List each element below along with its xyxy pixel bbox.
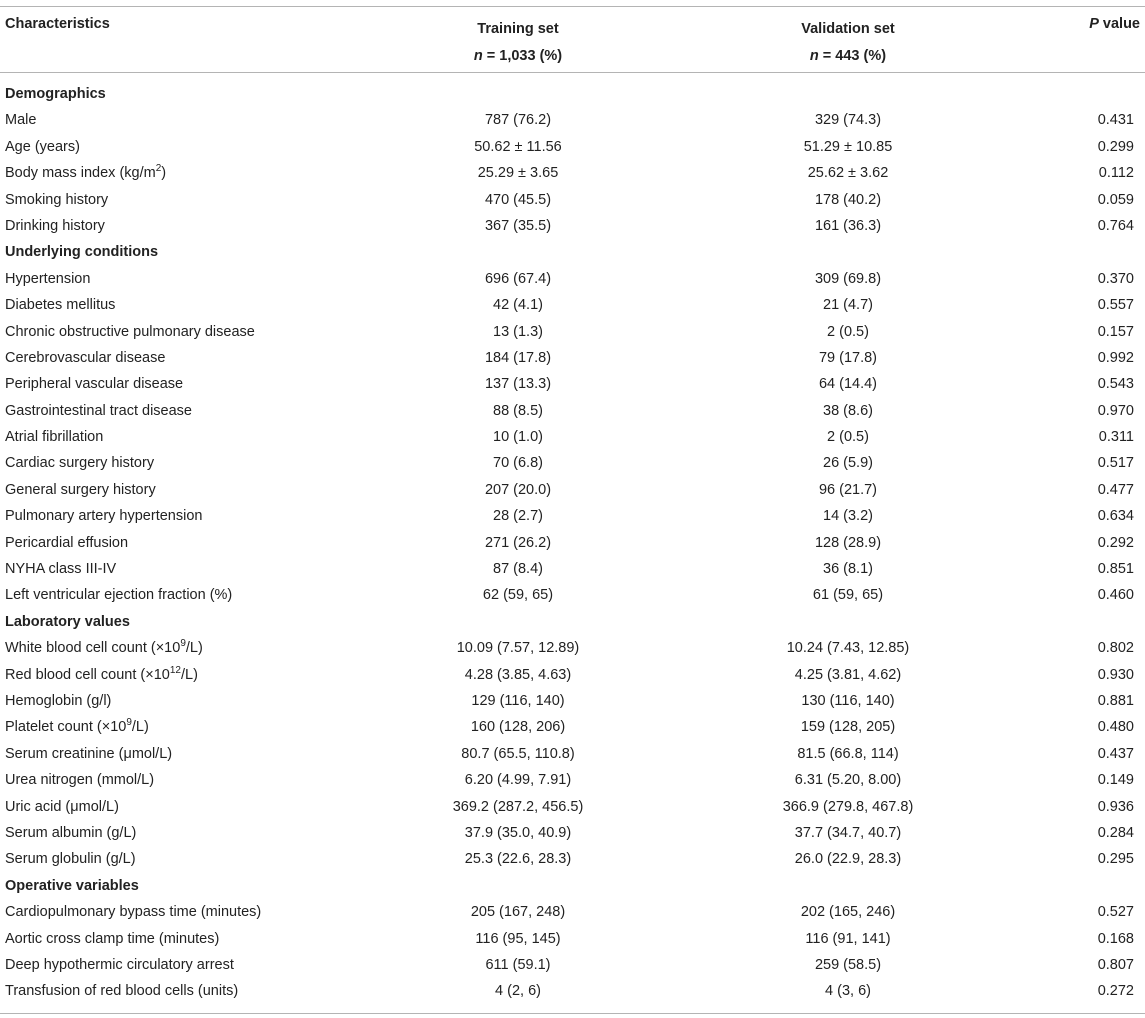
training-value: 696 (67.4) — [484, 270, 552, 287]
section-label: Operative variables — [5, 877, 139, 894]
validation-value: 2 (0.5) — [827, 323, 869, 340]
training-value: 62 (59, 65) — [482, 587, 554, 604]
p-value: 0.992 — [1097, 349, 1134, 366]
section-heading — [0, 81, 1145, 107]
p-value: 0.970 — [1097, 402, 1134, 419]
header-characteristics: Characteristics — [5, 16, 110, 32]
validation-value: 329 (74.3) — [814, 112, 882, 129]
section-heading — [0, 609, 1145, 635]
validation-value: 4 (3, 6) — [825, 983, 871, 1000]
table-row — [0, 846, 1145, 872]
validation-set-n: n = 443 (%) — [809, 48, 887, 64]
row-label: Pulmonary artery hypertension — [5, 508, 203, 525]
p-value: 0.527 — [1097, 904, 1134, 921]
table-row — [0, 292, 1145, 318]
validation-value: 178 (40.2) — [814, 191, 882, 208]
training-value: 184 (17.8) — [484, 349, 552, 366]
row-label: Diabetes mellitus — [5, 297, 116, 314]
p-value: 0.112 — [1098, 165, 1134, 182]
validation-value: 25.62 ± 3.62 — [807, 165, 889, 182]
row-label: Left ventricular ejection fraction (%) — [5, 587, 233, 604]
validation-value: 10.24 (7.43, 12.85) — [786, 640, 910, 657]
section-label: Underlying conditions — [5, 244, 159, 261]
training-value: 137 (13.3) — [484, 376, 552, 393]
table-row — [0, 582, 1145, 608]
table-header — [0, 7, 1145, 67]
row-label: Cardiac surgery history — [5, 455, 155, 472]
table-row — [0, 266, 1145, 292]
validation-value: 38 (8.6) — [823, 402, 873, 419]
row-label: Red blood cell count $(\times 10^{12}/L)$ — [5, 664, 198, 683]
table-row — [0, 107, 1145, 133]
training-set-n: n = 1,033 (%) — [473, 48, 563, 64]
p-value: 0.477 — [1097, 481, 1134, 498]
table-row — [0, 635, 1145, 661]
table-row — [0, 213, 1145, 239]
validation-value: 37.7 (34.7, 40.7) — [794, 824, 902, 841]
header-validation-set — [748, 16, 948, 70]
p-value: 0.437 — [1097, 745, 1134, 762]
validation-value: 128 (28.9) — [814, 534, 882, 551]
bottom-rule — [0, 1013, 1145, 1014]
p-value: 0.543 — [1097, 376, 1134, 393]
p-value: 0.930 — [1097, 666, 1134, 683]
validation-value: 81.5 (66.8, 114) — [797, 745, 899, 762]
training-value: 271 (26.2) — [484, 534, 552, 551]
p-value: 0.557 — [1097, 297, 1134, 314]
table-row — [0, 952, 1145, 978]
training-value: 611 (59.1) — [485, 956, 551, 973]
row-label: NYHA class III-IV — [5, 561, 117, 578]
training-value: 6.20 (4.99, 7.91) — [464, 772, 572, 789]
row-label: Serum globulin (g/L) — [5, 851, 136, 868]
table-row — [0, 794, 1145, 820]
row-label: Pericardial effusion — [5, 534, 129, 551]
row-label: Peripheral vascular disease — [5, 376, 184, 393]
table-row — [0, 530, 1145, 556]
row-label: Aortic cross clamp time (minutes) — [5, 930, 220, 947]
table-body — [0, 73, 1145, 1005]
training-value: 205 (167, 248) — [470, 904, 566, 921]
training-value: 470 (45.5) — [484, 191, 552, 208]
training-value: 4.28 (3.85, 4.63) — [464, 666, 572, 683]
table-row — [0, 978, 1145, 1004]
row-label: Male — [5, 112, 37, 129]
validation-value: 130 (116, 140) — [801, 692, 895, 709]
p-value: 0.299 — [1097, 138, 1134, 155]
p-value: 0.936 — [1097, 798, 1134, 815]
validation-value: 2 (0.5) — [827, 429, 869, 446]
training-value: 28 (2.7) — [493, 508, 543, 525]
table-row — [0, 741, 1145, 767]
training-value: 160 (128, 206) — [470, 719, 566, 736]
validation-value: 79 (17.8) — [818, 349, 878, 366]
row-label: Body mass index $(kg/m^2)$ — [5, 163, 167, 182]
p-value: 0.634 — [1097, 508, 1134, 525]
training-value: 37.9 (35.0, 40.9) — [464, 824, 572, 841]
training-value: 129 (116, 140) — [471, 692, 565, 709]
validation-value: 202 (165, 246) — [800, 904, 896, 921]
training-set-title: Training set — [477, 21, 559, 37]
training-value: 13 (1.3) — [493, 323, 543, 340]
table-row — [0, 187, 1145, 213]
p-value: 0.284 — [1097, 824, 1134, 841]
training-value: 10 (1.0) — [493, 429, 543, 446]
validation-value: 6.31 (5.20, 8.00) — [794, 772, 902, 789]
validation-value: 36 (8.1) — [823, 561, 873, 578]
row-label: Urea nitrogen (mmol/L) — [5, 772, 155, 789]
row-label: Drinking history — [5, 217, 105, 234]
row-label: Gastrointestinal tract disease — [5, 402, 192, 419]
row-label: Hemoglobin (g/l) — [5, 692, 112, 709]
p-value: 0.157 — [1097, 323, 1134, 340]
p-value: 0.272 — [1097, 983, 1134, 1000]
training-value: 10.09 (7.57, 12.89) — [456, 640, 580, 657]
p-value: 0.292 — [1097, 534, 1134, 551]
row-label: Cardiopulmonary bypass time (minutes) — [5, 904, 262, 921]
p-value: 0.802 — [1097, 640, 1134, 657]
header-p-value: P value — [1089, 16, 1140, 32]
training-value: 87 (8.4) — [493, 561, 543, 578]
training-value: 4 (2, 6) — [495, 983, 541, 1000]
validation-value: 61 (59, 65) — [812, 587, 884, 604]
section-heading — [0, 873, 1145, 899]
table-row — [0, 424, 1145, 450]
validation-value: 366.9 (279.8, 467.8) — [782, 798, 914, 815]
row-label: Chronic obstructive pulmonary disease — [5, 323, 255, 340]
table-row — [0, 688, 1145, 714]
validation-value: 26 (5.9) — [823, 455, 873, 472]
table-row — [0, 503, 1145, 529]
p-value: 0.311 — [1098, 429, 1134, 446]
training-value: 367 (35.5) — [484, 217, 552, 234]
validation-value: 4.25 (3.81, 4.62) — [794, 666, 902, 683]
validation-value: 116 (91, 141) — [805, 930, 891, 947]
validation-value: 14 (3.2) — [823, 508, 873, 525]
row-label: Hypertension — [5, 270, 91, 287]
p-value: 0.807 — [1097, 956, 1134, 973]
row-label: Cerebrovascular disease — [5, 349, 166, 366]
validation-value: 26.0 (22.9, 28.3) — [794, 851, 902, 868]
header-training-set — [418, 16, 618, 70]
validation-set-title: Validation set — [801, 21, 895, 37]
p-value: 0.480 — [1097, 719, 1134, 736]
table-row — [0, 820, 1145, 846]
table-row — [0, 767, 1145, 793]
training-value: 369.2 (287.2, 456.5) — [452, 798, 584, 815]
table-row — [0, 345, 1145, 371]
row-label: General surgery history — [5, 481, 156, 498]
row-label: Serum albumin (g/L) — [5, 824, 137, 841]
p-value: 0.370 — [1097, 270, 1134, 287]
p-value: 0.851 — [1097, 561, 1134, 578]
row-label: Platelet count $(\times 10^9/L)$ — [5, 717, 149, 736]
section-heading — [0, 239, 1145, 265]
section-label: Laboratory values — [5, 613, 130, 630]
table-row — [0, 662, 1145, 688]
training-value: 207 (20.0) — [484, 481, 552, 498]
section-label: Demographics — [5, 86, 106, 102]
p-value: 0.460 — [1097, 587, 1134, 604]
training-value: 116 (95, 145) — [475, 930, 561, 947]
validation-value: 21 (4.7) — [823, 297, 873, 314]
training-value: 80.7 (65.5, 110.8) — [461, 745, 575, 762]
row-label: White blood cell count $(\times 10^9/L)$ — [5, 638, 203, 657]
table-row — [0, 160, 1145, 186]
row-label: Serum creatinine (μmol/L) — [5, 745, 173, 762]
validation-value: 159 (128, 205) — [800, 719, 896, 736]
p-value: 0.431 — [1097, 112, 1134, 129]
validation-value: 309 (69.8) — [814, 270, 882, 287]
table-row — [0, 926, 1145, 952]
p-value: 0.295 — [1097, 851, 1134, 868]
row-label: Deep hypothermic circulatory arrest — [5, 956, 234, 973]
validation-value: 51.29 ± 10.85 — [803, 138, 893, 155]
training-value: 42 (4.1) — [493, 297, 543, 314]
p-value: 0.168 — [1097, 930, 1134, 947]
table-row — [0, 714, 1145, 740]
p-value: 0.881 — [1097, 692, 1134, 709]
validation-value: 96 (21.7) — [818, 481, 878, 498]
p-value: 0.517 — [1097, 455, 1134, 472]
validation-value: 259 (58.5) — [814, 956, 882, 973]
validation-value: 161 (36.3) — [814, 217, 882, 234]
training-value: 88 (8.5) — [493, 402, 543, 419]
training-value: 70 (6.8) — [493, 455, 543, 472]
training-value: 25.3 (22.6, 28.3) — [464, 851, 572, 868]
row-label: Smoking history — [5, 191, 109, 208]
table-row — [0, 556, 1145, 582]
table-row — [0, 398, 1145, 424]
training-value: 50.62 ± 11.56 — [474, 138, 562, 155]
table-row — [0, 134, 1145, 160]
row-label: Atrial fibrillation — [5, 429, 104, 446]
table-row — [0, 899, 1145, 925]
row-label: Uric acid (μmol/L) — [5, 798, 119, 815]
training-value: 787 (76.2) — [484, 112, 552, 129]
table-row — [0, 477, 1145, 503]
row-label: Transfusion of red blood cells (units) — [5, 983, 239, 1000]
validation-value: 64 (14.4) — [818, 376, 878, 393]
p-value: 0.059 — [1097, 191, 1134, 208]
training-value: 25.29 ± 3.65 — [477, 165, 559, 182]
table-row — [0, 319, 1145, 345]
table-row — [0, 450, 1145, 476]
table-row — [0, 371, 1145, 397]
p-value: 0.764 — [1097, 217, 1134, 234]
p-value: 0.149 — [1097, 772, 1134, 789]
row-label: Age (years) — [5, 138, 80, 155]
